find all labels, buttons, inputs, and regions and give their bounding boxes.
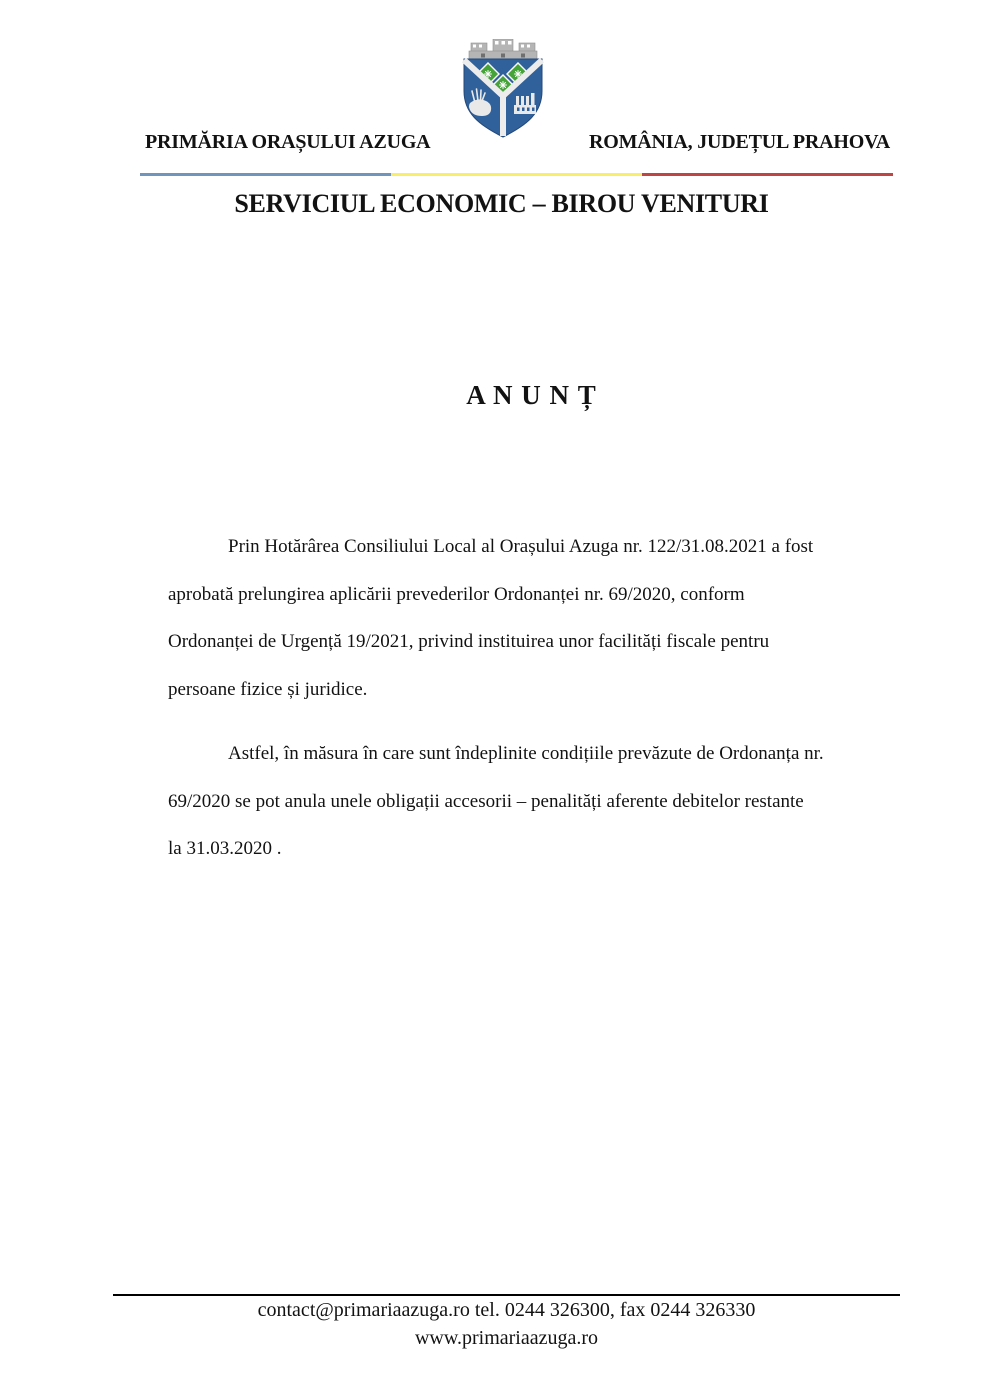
body-line: Prin Hotărârea Consiliului Local al Orașului Azuga nr. 122/31.08.2021 a fost xyxy=(228,536,814,557)
body-line: aprobată prelungirea aplicării prevederilor Ordonanței nr. 69/2020, conform xyxy=(168,583,745,605)
footer-website: www.primariaazuga.ro xyxy=(414,1327,599,1349)
divider-yellow-segment xyxy=(391,173,642,176)
institution-name: PRIMĂRIA ORAȘULUI AZUGA xyxy=(145,131,431,153)
mural-crown xyxy=(469,39,537,59)
country-county-label: ROMÂNIA, JUDEȚUL PRAHOVA xyxy=(589,131,890,153)
body-line: la 31.03.2020 . xyxy=(168,838,282,859)
document-title: A N U N Ț xyxy=(466,380,597,410)
document-body xyxy=(168,523,928,890)
tricolor-divider xyxy=(140,173,893,176)
divider-red-segment xyxy=(642,173,893,176)
department-title: SERVICIUL ECONOMIC – BIROU VENITURI xyxy=(234,189,769,218)
coat-of-arms-icon xyxy=(459,39,547,139)
footer-rule xyxy=(113,1294,900,1296)
footer-contact: contact@primariaazuga.ro tel. 0244 326300, fax 0244 326330 xyxy=(257,1299,756,1321)
paragraph xyxy=(168,523,928,713)
body-line: Astfel, în măsura în care sunt îndeplinite condițiile prevăzute de Ordonanța nr. xyxy=(228,743,824,764)
body-line: persoane fizice și juridice. xyxy=(168,678,368,700)
body-line: Ordonanței de Urgență 19/2021, privind instituirea unor facilități fiscale pentru xyxy=(168,631,770,652)
paragraph xyxy=(168,730,928,873)
divider-blue-segment xyxy=(140,173,391,176)
body-line: 69/2020 se pot anula unele obligații accesorii – penalități aferente debitelor restante xyxy=(168,790,804,812)
